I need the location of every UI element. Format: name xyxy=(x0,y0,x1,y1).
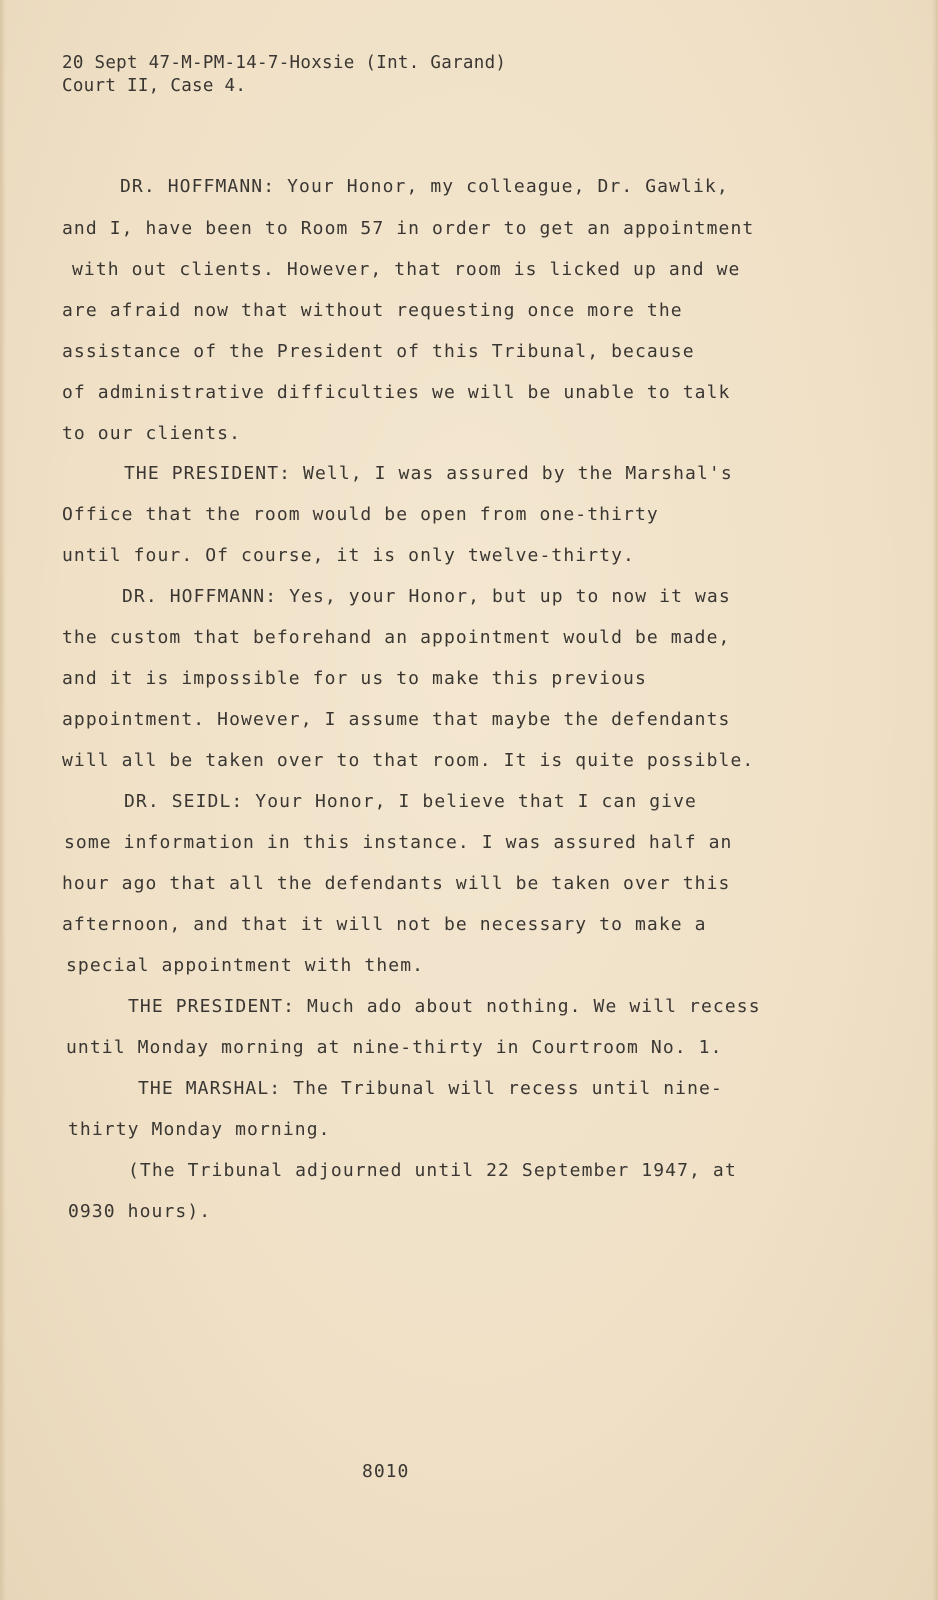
transcript-line: THE MARSHAL: The Tribunal will recess until nine- xyxy=(138,1078,723,1099)
transcript-line: appointment. However, I assume that maybe the defendants xyxy=(62,709,731,730)
transcript-line: THE PRESIDENT: Much ado about nothing. We will recess xyxy=(128,996,761,1017)
transcript-line: assistance of the President of this Tribunal, because xyxy=(62,341,695,362)
transcript-line: (The Tribunal adjourned until 22 September 1947, at xyxy=(128,1160,737,1181)
transcript-line: some information in this instance. I was assured half an xyxy=(64,832,733,853)
paper-edge-right xyxy=(932,0,938,1600)
paper-edge-left xyxy=(0,0,6,1600)
transcript-line: to our clients. xyxy=(62,423,242,444)
header-court-line: Court II, Case 4. xyxy=(62,76,247,96)
transcript-line: DR. SEIDL: Your Honor, I believe that I can give xyxy=(124,791,697,812)
transcript-line: are afraid now that without requesting once more the xyxy=(62,300,683,321)
transcript-line: until four. Of course, it is only twelve-thirty. xyxy=(62,545,635,566)
header-session-line: 20 Sept 47-M-PM-14-7-Hoxsie (Int. Garand) xyxy=(62,53,507,73)
page-number: 8010 xyxy=(362,1461,410,1482)
transcript-line: with out clients. However, that room is licked up and we xyxy=(72,259,741,280)
transcript-line: will all be taken over to that room. It is quite possible. xyxy=(62,750,755,771)
document-header xyxy=(62,52,506,98)
transcript-line: of administrative difficulties we will be unable to talk xyxy=(62,382,731,403)
transcript-line: special appointment with them. xyxy=(66,955,425,976)
transcript-line: and it is impossible for us to make this previous xyxy=(62,668,647,689)
transcript-line: thirty Monday morning. xyxy=(68,1119,331,1140)
transcript-line: THE PRESIDENT: Well, I was assured by the Marshal's xyxy=(124,463,733,484)
transcript-line: hour ago that all the defendants will be taken over this xyxy=(62,873,731,894)
transcript-line: afternoon, and that it will not be necessary to make a xyxy=(62,914,707,935)
transcript-line: until Monday morning at nine-thirty in Courtroom No. 1. xyxy=(66,1037,723,1058)
transcript-line: Office that the room would be open from one-thirty xyxy=(62,504,659,525)
transcript-line: DR. HOFFMANN: Your Honor, my colleague, Dr. Gawlik, xyxy=(120,176,729,197)
transcript-line: the custom that beforehand an appointment would be made, xyxy=(62,627,731,648)
transcript-line: DR. HOFFMANN: Yes, your Honor, but up to now it was xyxy=(122,586,731,607)
transcript-line: 0930 hours). xyxy=(68,1201,212,1222)
transcript-line: and I, have been to Room 57 in order to get an appointment xyxy=(62,218,755,239)
